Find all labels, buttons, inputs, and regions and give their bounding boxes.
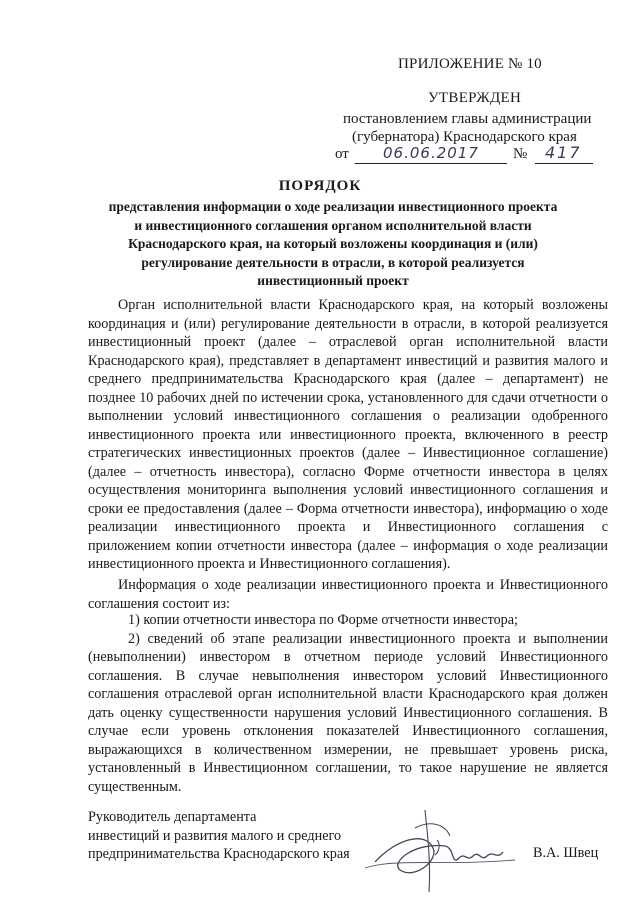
signer-title-line-2: инвестиций и развития малого и среднего [88,827,342,844]
approved-by-line-2: (губернатора) Краснодарского края [352,129,577,145]
approved-label: УТВЕРЖДЕН [428,90,522,106]
paragraph-2 [88,576,608,613]
handwritten-date: 06.06.2017 [383,144,479,162]
list-item-2: 2) сведений об этапе реализации инвестиционного проекта и выполнении (невыполнении) инвестором в отчетном периоде условий Инвестиционного соглашения. В случае невыполнения инвестором условий Инвестиционного соглашения отраслевой орган исполнительной власти Краснодарского края должен дать оценку существенности нарушения условий Инвестиционного соглашения. В случае если уровень отклонения показателей Инвестиционного соглашения, выражающихся в количественном измерении, не превышает уровень риска, установленный в Инвестиционном соглашении, то такое нарушение не является существенным. [88,630,608,795]
appendix-label: ПРИЛОЖЕНИЕ № 10 [398,56,542,72]
list-items [88,611,608,796]
date-prefix: от [335,146,349,162]
date-number-row [335,143,595,168]
list-item-1: 1) копии отчетности инвестора по Форме отчетности инвестора; [128,612,519,628]
number-prefix: № [513,146,528,162]
date-underline [355,163,507,164]
signer-name: В.А. Швец [533,845,599,861]
number-underline [535,163,593,164]
paragraph-1 [88,296,608,574]
document-title: ПОРЯДОК [278,178,362,194]
approved-by-line-1: постановлением главы администрации [343,111,592,127]
paragraph-2-text: Информация о ходе реализации инвестиционного проекта и Инвестиционного соглашения состоит из: [88,577,608,612]
document-subtitle: представления информации о ходе реализации инвестиционного проекта и инвестиционного соглашения органом исполнительной власти Краснодарского края, на который возложены координация и (или) регулирование деятельности в отрасли, в которой реализуется инвестиционный проект [108,199,558,288]
handwritten-signature [355,800,525,900]
paragraph-1-text: Орган исполнительной власти Краснодарского края, на который возложены координация и (или) регулирование деятельности в отрасли, в которой реализуется инвестиционный проект (далее – отраслевой орган исполнительной власти Краснодарского края), представляет в департамент инвестиций и развития малого и среднего предпринимательства Краснодарского края (далее – департамент) не позднее 10 рабочих дней по истечении срока, установленного для сдачи отчетности о выполнении условий инвестиционного соглашения о реализации одобренного инвестиционного проекта или инвестиционного проекта, включенного в реестр стратегических инвестиционных проектов (далее – Инвестиционное соглашение) (далее – отчетность инвестора), согласно Форме отчетности инвестора в целях осуществления мониторинга выполнения условий инвестиционного соглашения и сроки ее предоставления (далее – Форма отчетности инвестора), информацию о ходе реализации инвестиционного проекта и Инвестиционного соглашения с приложением копии отчетности инвестора (далее – информация о ходе реализации инвестиционного проекта и Инвестиционного соглашения). [88,297,608,572]
signature-block [88,808,350,864]
signer-title-line-1: Руководитель департамента [88,809,257,825]
handwritten-number: 417 [545,143,582,162]
signer-title-line-3: предпринимательства Краснодарского края [88,846,350,862]
